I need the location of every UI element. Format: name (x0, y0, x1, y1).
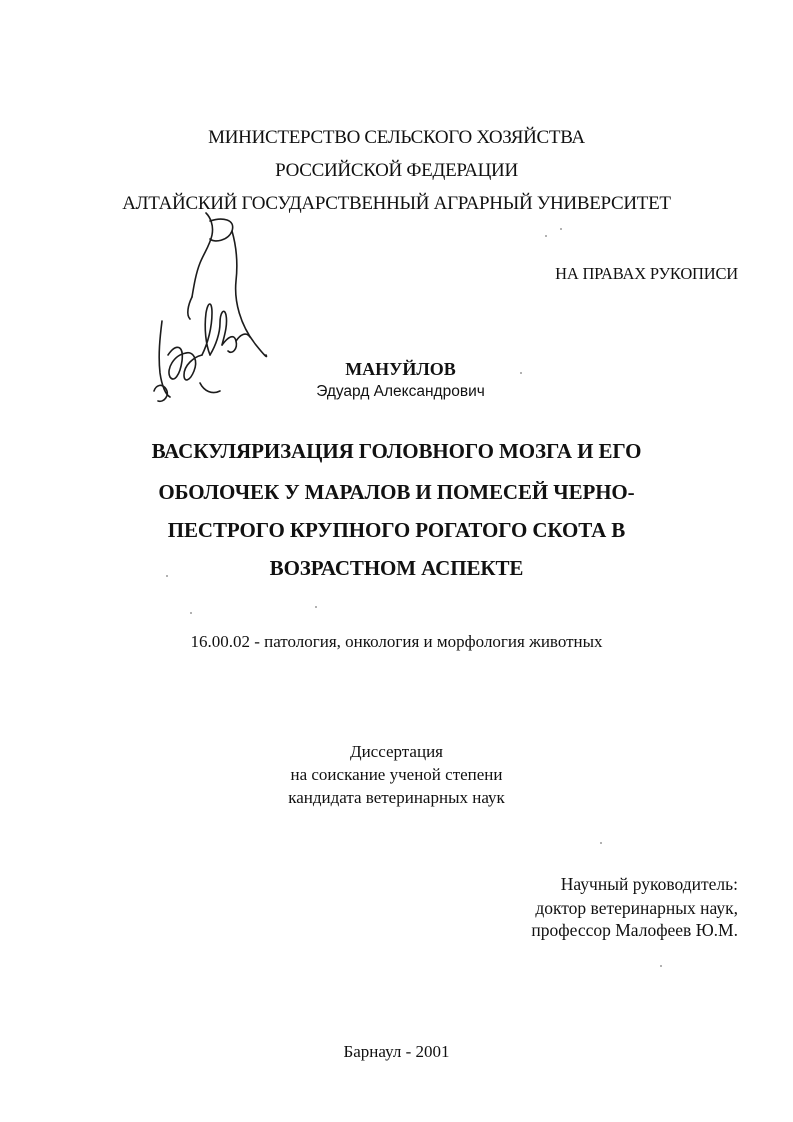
supervisor-label: Научный руководитель: (560, 874, 738, 894)
scan-speck (190, 612, 192, 614)
city-year: Барнаул - 2001 (343, 1042, 450, 1061)
ministry-line-2: РОССИЙСКОЙ ФЕДЕРАЦИИ (275, 160, 518, 181)
author-surname: МАНУЙЛОВ (345, 359, 456, 379)
author-given-names: Эдуард Александрович (316, 383, 485, 400)
ministry-line-1: МИНИСТЕРСТВО СЕЛЬСКОГО ХОЗЯЙСТВА (208, 127, 585, 148)
scan-speck (560, 228, 562, 230)
scan-speck (520, 372, 522, 374)
dissertation-label: Диссертация (349, 742, 443, 761)
scan-speck (600, 842, 602, 844)
scan-speck (166, 575, 168, 577)
degree-line-2: кандидата ветеринарных наук (288, 788, 505, 807)
dissertation-title-line-4: ВОЗРАСТНОМ АСПЕКТЕ (269, 556, 524, 580)
dissertation-title-line-2: ОБОЛОЧЕК У МАРАЛОВ И ПОМЕСЕЙ ЧЕРНО- (158, 480, 635, 504)
supervisor-degree: доктор ветеринарных наук, (535, 898, 738, 918)
university-name: АЛТАЙСКИЙ ГОСУДАРСТВЕННЫЙ АГРАРНЫЙ УНИВЕРСИТЕТ (122, 193, 671, 214)
dissertation-title-line-3: ПЕСТРОГО КРУПНОГО РОГАТОГО СКОТА В (167, 518, 626, 542)
scan-speck (545, 235, 547, 237)
rights-note: НА ПРАВАХ РУКОПИСИ (555, 264, 738, 283)
dissertation-title-line-1: ВАСКУЛЯРИЗАЦИЯ ГОЛОВНОГО МОЗГА И ЕГО (151, 439, 642, 463)
scan-speck (315, 606, 317, 608)
specialty-code: 16.00.02 - патология, онкология и морфология животных (190, 632, 603, 651)
scan-speck (660, 965, 662, 967)
degree-line-1: на соискание ученой степени (290, 765, 503, 784)
supervisor-name: профессор Малофеев Ю.М. (531, 920, 738, 940)
